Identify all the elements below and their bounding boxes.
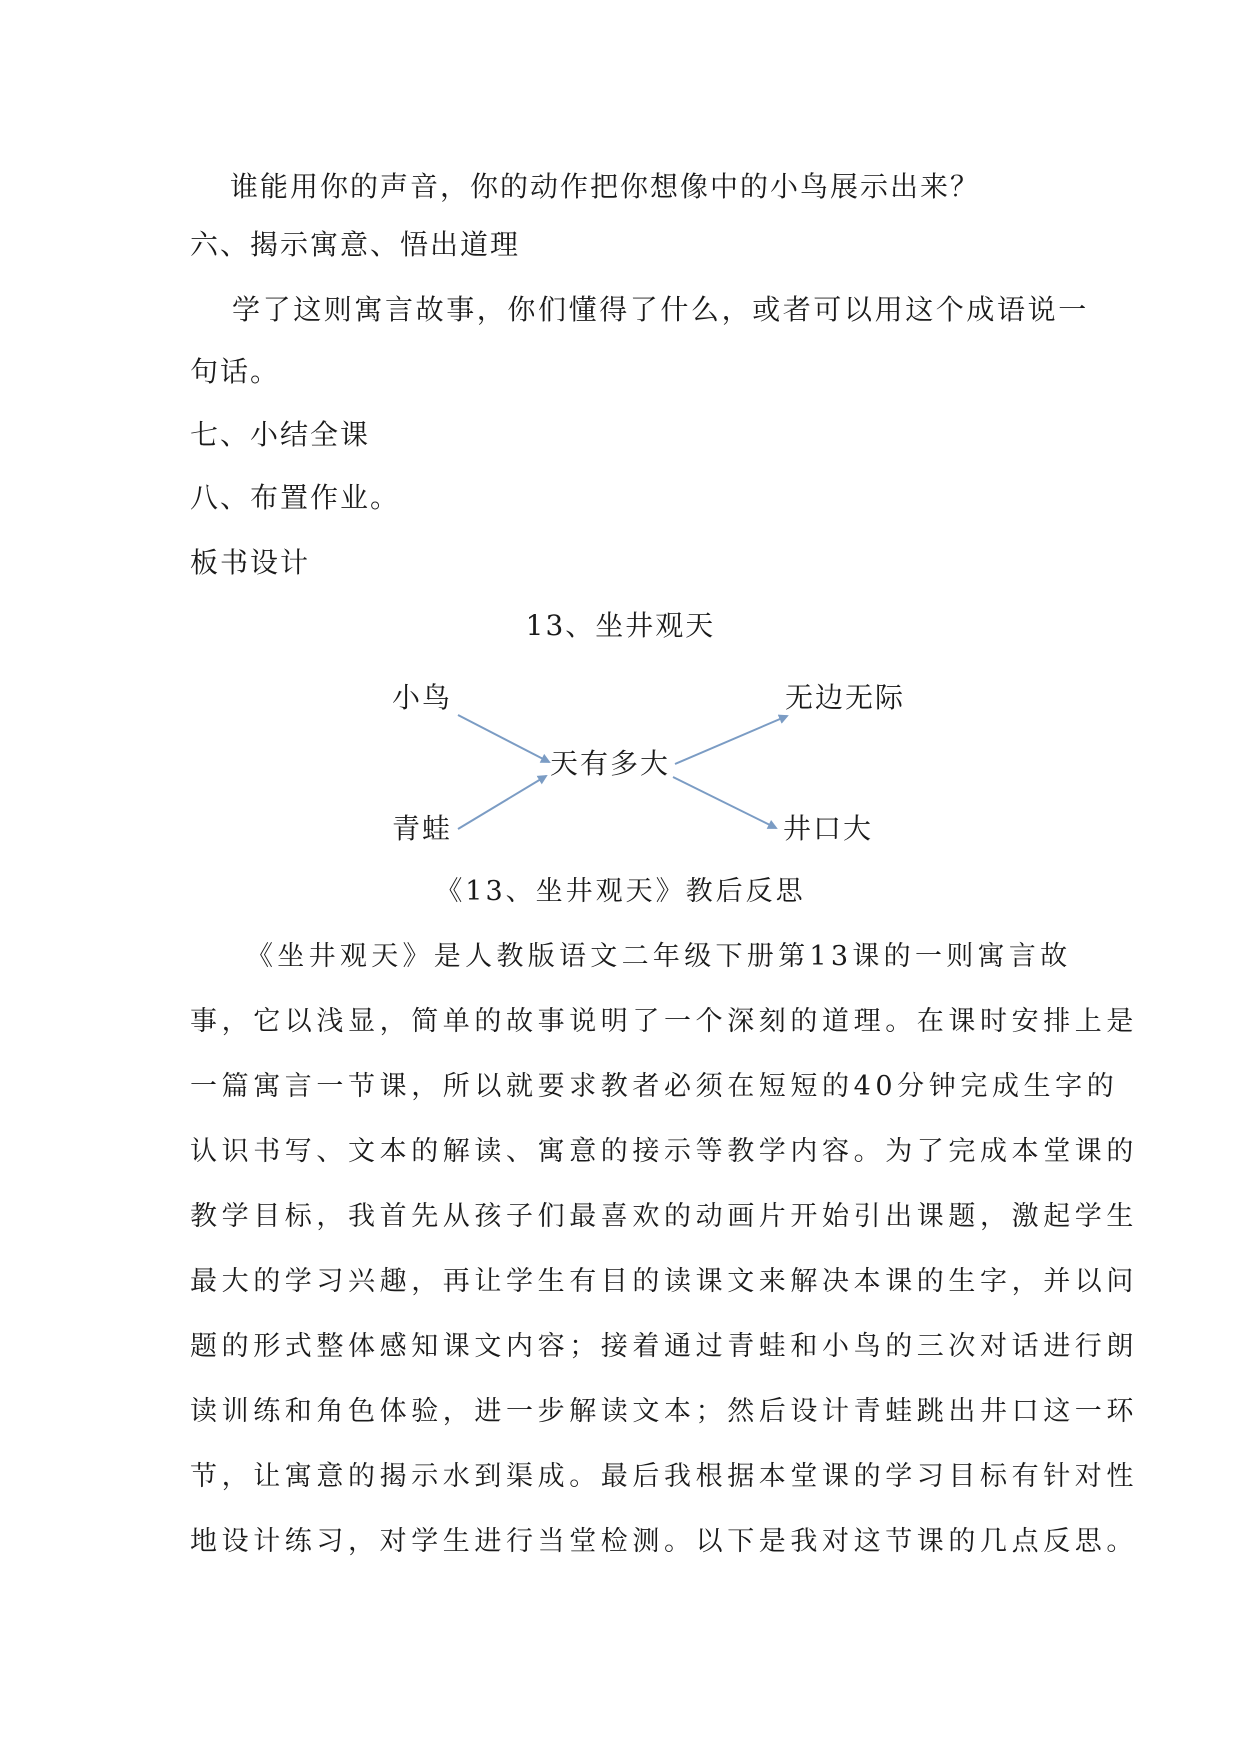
heading-eight: 八、布置作业。: [190, 481, 401, 514]
node-how-big-sky: 天有多大: [550, 747, 671, 780]
arrow-sky-to-well-mouth: [673, 777, 776, 828]
reflection-line: 地设计练习，对学生进行当堂检测。以下是我对这节课的几点反思。: [190, 1526, 1138, 1557]
board-title: 13、坐井观天: [525, 609, 716, 642]
node-well-mouth: 井口大: [783, 812, 874, 845]
paragraph-line-2: 句话。: [190, 355, 281, 388]
node-boundless: 无边无际: [785, 681, 906, 714]
paragraph-line-1: 学了这则寓言故事，你们懂得了什么，或者可以用这个成语说一: [232, 293, 1089, 326]
reflection-line: 读训练和角色体验，进一步解读文本；然后设计青蛙跳出井口这一环: [190, 1396, 1138, 1427]
reflection-line: 认识书写、文本的解读、寓意的接示等教学内容。为了完成本堂课的: [190, 1136, 1138, 1167]
reflection-line: 最大的学习兴趣，再让学生有目的读课文来解决本课的生字，并以问: [190, 1266, 1138, 1297]
node-frog: 青蛙: [392, 812, 453, 845]
reflection-line: 节，让寓意的揭示水到渠成。最后我根据本堂课的学习目标有针对性: [190, 1461, 1138, 1492]
question-line: 谁能用你的声音，你的动作把你想像中的小鸟展示出来？: [230, 170, 981, 203]
heading-six: 六、揭示寓意、悟出道理: [190, 228, 521, 261]
reflection-line: 事，它以浅显，简单的故事说明了一个深刻的道理。在课时安排上是: [190, 1006, 1138, 1037]
reflection-line: 《坐井观天》是人教版语文二年级下册第13课的一则寓言故: [246, 941, 1072, 972]
node-bird: 小鸟: [392, 681, 453, 714]
arrow-bird-to-sky: [458, 715, 549, 762]
board-design-heading: 板书设计: [190, 546, 311, 579]
arrow-sky-to-boundless: [675, 716, 787, 764]
reflection-title: 《13、坐井观天》教后反思: [435, 876, 806, 907]
reflection-line: 一篇寓言一节课，所以就要求教者必须在短短的40分钟完成生字的: [190, 1071, 1119, 1102]
reflection-line: 题的形式整体感知课文内容；接着通过青蛙和小鸟的三次对话进行朗: [190, 1331, 1138, 1362]
reflection-line: 教学目标，我首先从孩子们最喜欢的动画片开始引出课题，激起学生: [190, 1201, 1138, 1232]
heading-seven: 七、小结全课: [190, 418, 371, 451]
arrow-frog-to-sky: [458, 776, 546, 829]
